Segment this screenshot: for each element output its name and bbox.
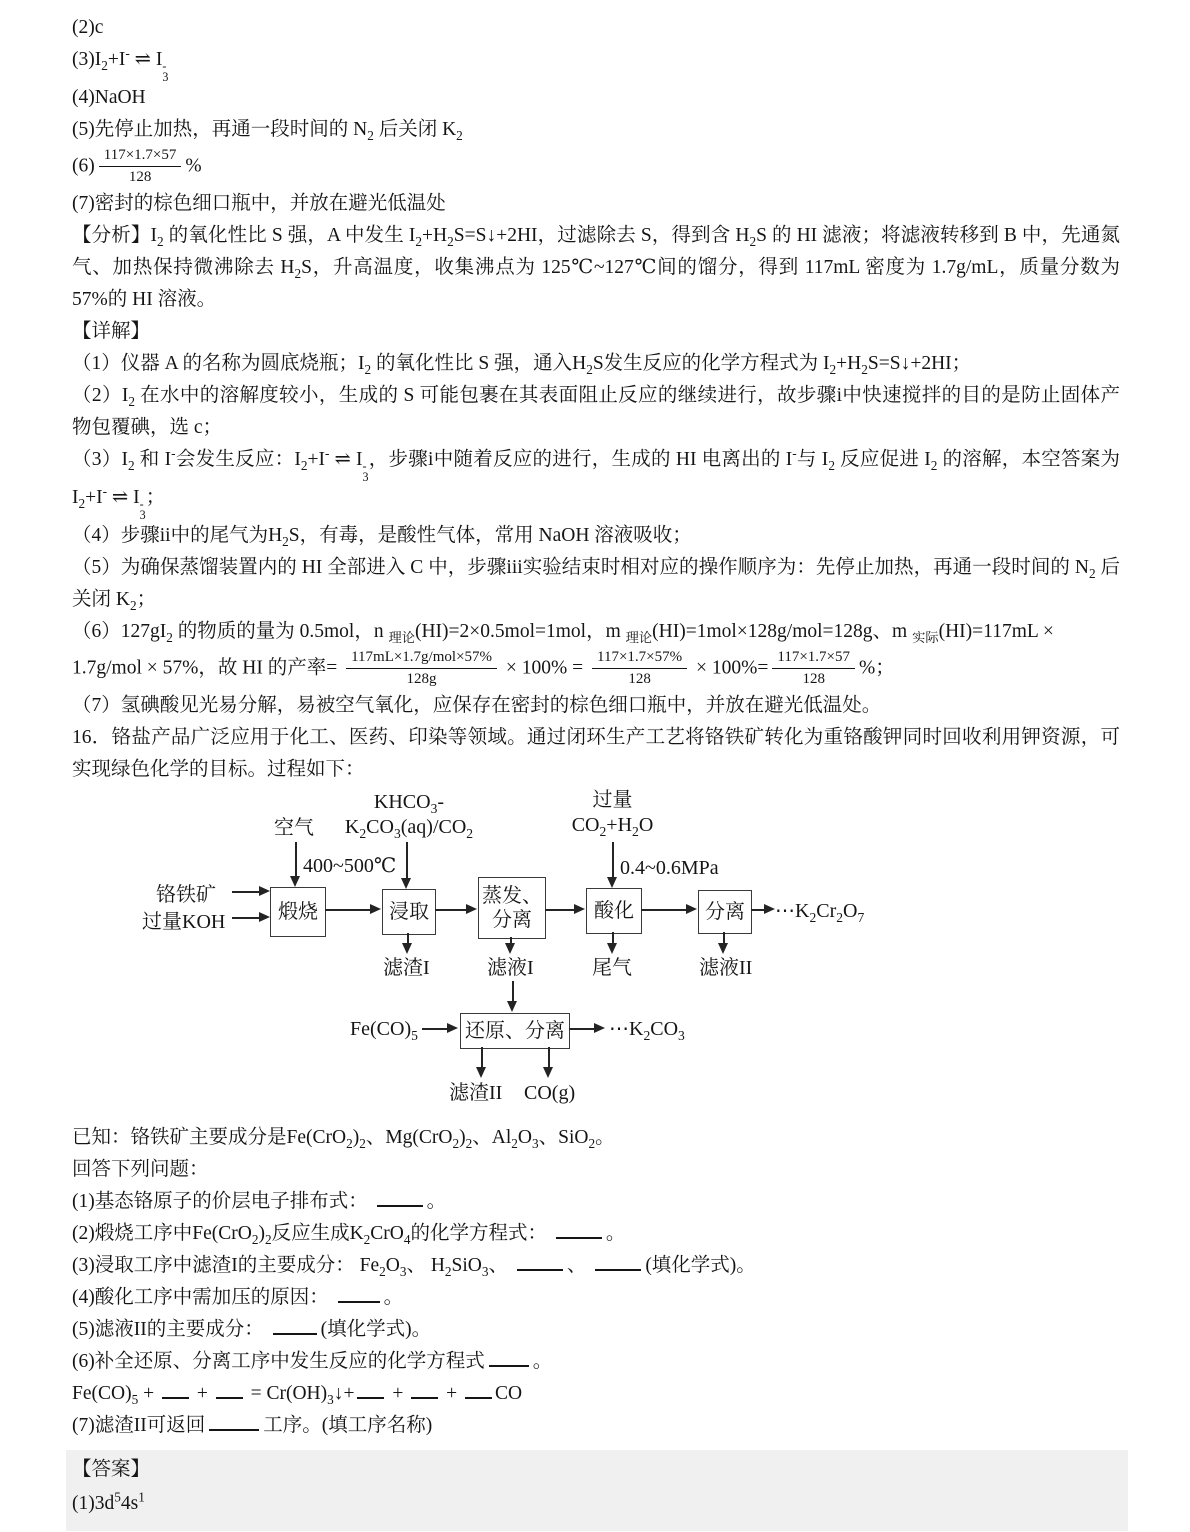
detail-item-4: （4）步骤ii中的尾气为$H_2S$，有毒，是酸性气体，常用 NaOH 溶液吸收； xyxy=(72,524,692,549)
label-residue-2: 滤渣II xyxy=(449,1081,503,1104)
box-evaporation-separation: 蒸发、 分离 xyxy=(478,877,546,939)
arrow-ore-to-calcination xyxy=(232,891,260,893)
arrow-leaching-to-residue1 xyxy=(407,933,409,944)
known-info: 已知：铬铁矿主要成分是$Fe(CrO_2)_2$、$Mg(CrO_2)_2$、$Al_2O_3$、SiO$_2$。 xyxy=(72,1126,615,1151)
sub-question-4: (4)酸化工序中需加压的原因： 。 xyxy=(72,1286,404,1308)
arrow-filtrate1-to-reduction xyxy=(512,981,514,1002)
detail-item-6-line2 xyxy=(72,648,1120,690)
label-feco5: $Fe(CO)_5$ xyxy=(350,1017,418,1043)
sub-question-6-equation: $Fe(CO)_5$ + + = $Cr(OH)_3↓+$ + + CO xyxy=(72,1382,523,1407)
detail-item-2: $(2)I_2$ 在水中的溶解度较小，生成的 S 可能包裹在其表面阻止反应的继续进行，故步骤i中快速搅拌的目的是防止固体产物包覆碘，选 c； xyxy=(72,384,1120,438)
fraction-numerator: 117×1.7×57 xyxy=(772,648,855,670)
detail-item-1: （1）仪器 A 的名称为圆底烧瓶；$I_2$ 的氧化性比 S 强，通入$H_2S$发生反应的化学方程式为 $I_2+H_2S=S↓+2HI$； xyxy=(72,352,972,377)
label-filtrate-2: 滤液II xyxy=(699,956,753,979)
box-calcination: 煅烧 xyxy=(270,887,326,937)
label-residue-1: 滤渣I xyxy=(383,956,430,979)
arrow-separation-to-filtrate2 xyxy=(723,932,725,944)
fraction xyxy=(592,648,687,690)
answer-line-2: (2)c xyxy=(72,17,104,38)
sub-question-5: (5)滤液II的主要成分： (填化学式)。 xyxy=(72,1318,432,1340)
label-chromite-ore: 铬铁矿 xyxy=(156,883,216,906)
label-khco3-k2co3 xyxy=(324,790,494,840)
analysis-text: $I_2$ 的氧化性比 S 强，A 中发生 $I_2+H_2S=S↓+2HI$，过滤除去 S，得到含 $H_2S$ 的 HI 滤液；将滤液转移到 B 中，先通氮气、加热保持微沸除去 $H_2S$，升高温度，收集沸点为 125℃~127℃间的馏分，得到 117mL 密度为 1.7g/mL，质量分数为 57%的 HI 溶液。 xyxy=(72,224,1120,310)
arrow-evaporation-to-filtrate1 xyxy=(510,937,512,944)
arrow-separation-to-k2cr2o7 xyxy=(751,909,765,911)
arrow-reduction-to-k2co3 xyxy=(569,1028,595,1030)
fraction-numerator: 117×1.7×57 xyxy=(99,146,182,168)
box-acidification: 酸化 xyxy=(586,888,642,934)
label-co-gas: CO(g) xyxy=(524,1081,576,1104)
yield-mid1: × 100% = xyxy=(501,657,589,679)
arrow-air-down xyxy=(295,842,297,877)
sub-question-3: (3)浸取工序中滤渣I的主要成分： $Fe_2O_3$、 $H_2SiO_3$、 、 (填化学式)。 xyxy=(72,1254,756,1279)
arrow-evaporation-to-acidification xyxy=(545,909,575,911)
label-tail-gas: 尾气 xyxy=(592,956,632,979)
yield-post: %； xyxy=(859,657,895,679)
label-excess-koh: 过量KOH xyxy=(142,910,226,933)
label-pressure: 0.4~0.6MPa xyxy=(620,856,719,879)
arrow-calcination-to-leaching xyxy=(325,909,371,911)
yield-pre: 1.7g/mol × 57%，故 HI 的产率= xyxy=(72,657,343,679)
yield-mid2: × 100%= xyxy=(691,657,769,679)
answer-item-1: $(1)3d^54s^1$ xyxy=(72,1489,145,1514)
fraction-denominator: 128g xyxy=(406,671,437,688)
process-flow-diagram xyxy=(72,788,1120,1120)
fraction-numerator: 117mL×1.7g/mol×57% xyxy=(346,648,497,670)
sub-question-1: (1)基态铬原子的价层电子排布式： 。 xyxy=(72,1190,447,1212)
arrow-koh-to-calcination xyxy=(232,917,260,919)
question-prompt: 回答下列问题： xyxy=(72,1158,209,1180)
answer-section-label: 【答案】 xyxy=(72,1458,151,1480)
arrow-leaching-to-evaporation xyxy=(435,909,467,911)
label-khco3-line2: $K_2CO_3(aq)/CO_2$ xyxy=(344,815,474,841)
fraction-denominator: 128 xyxy=(802,671,825,688)
label-filtrate-1: 滤液I xyxy=(487,956,534,979)
fraction-denominator: 128 xyxy=(628,671,651,688)
detail-item-7: （7）氢碘酸见光易分解，易被空气氧化，应保存在密封的棕色细口瓶中，并放在避光低温处。 xyxy=(72,694,882,716)
label-air: 空气 xyxy=(274,816,314,839)
answer-line-5: (5)先停止加热，再通一段时间的 $N_2$ 后关闭 $K_2$ xyxy=(72,118,463,143)
detail-item-6-line1: $(6)127gI_2$ 的物质的量为 0.5mol，n $_{理论}$(HI)=2×0.5mol=1mol，m $_{理论}$(HI)=1mol×128g/mol=128g、m $_{实际}$(HI)=117mL × xyxy=(72,620,1054,645)
analysis-label: 【分析】 xyxy=(72,224,151,246)
arrow-khco3-down xyxy=(406,842,408,879)
arrow-acidification-to-separation xyxy=(641,909,687,911)
detail-label: 【详解】 xyxy=(72,320,151,342)
label-excess: 过量 xyxy=(592,788,633,811)
answer-6-prefix: (6) xyxy=(72,155,95,177)
detail-item-5: （5）为确保蒸馏装置内的 HI 全部进入 C 中，步骤iii实验结束时相对应的操作顺序为：先停止加热，再通一段时间的 $N_2$ 后关闭 $K_2$； xyxy=(72,556,1120,613)
label-co2-h2o: $CO_2+H_2O$ xyxy=(571,813,654,839)
label-khco3-line1: $KHCO_3-$ xyxy=(373,790,445,816)
fraction-denominator: 128 xyxy=(128,169,152,186)
arrow-acidification-to-tailgas xyxy=(612,932,614,944)
box-leaching: 浸取 xyxy=(382,889,436,935)
arrow-feco5-to-reduction xyxy=(422,1028,448,1030)
answer-line-4: (4)NaOH xyxy=(72,86,146,108)
question-16-stem: 16．铬盐产品广泛应用于化工、医药、印染等领域。通过闭环生产工艺将铬铁矿转化为重铬酸钾同时回收利用钾资源，可实现绿色化学的目标。过程如下： xyxy=(72,726,1120,780)
label-k2co3: $\cdots K_2CO_3$ xyxy=(609,1017,685,1043)
fraction-numerator: 117×1.7×57% xyxy=(592,648,687,670)
answer-6-suffix: % xyxy=(185,155,202,177)
label-excess-co2-h2o xyxy=(540,788,685,838)
sub-question-6: (6)补全还原、分离工序中发生反应的化学方程式 。 xyxy=(72,1350,553,1372)
label-temperature: 400~500℃ xyxy=(303,854,397,877)
arrow-reduction-to-co xyxy=(548,1047,550,1068)
analysis-paragraph xyxy=(72,220,1120,316)
answer-line-7: (7)密封的棕色细口瓶中，并放在避光低温处 xyxy=(72,192,446,214)
arrow-reduction-to-residue2 xyxy=(481,1047,483,1068)
fraction xyxy=(346,648,497,690)
answer-line-6 xyxy=(72,146,1120,188)
box-separation: 分离 xyxy=(698,890,752,934)
label-k2cr2o7: $\cdots K_2Cr_2O_7$ xyxy=(775,899,865,925)
answer-section xyxy=(66,1450,1128,1531)
sub-question-2: (2)煅烧工序中$Fe(CrO_2)_2$反应生成$K_2CrO_4$的化学方程式： 。 xyxy=(72,1222,626,1247)
box-reduction-separation: 还原、分离 xyxy=(460,1013,570,1049)
arrow-co2-down xyxy=(612,842,614,878)
sub-question-7: (7)滤渣II可返回 工序。(填工序名称) xyxy=(72,1414,433,1436)
fraction xyxy=(772,648,855,690)
answer-line-3: $(3)I_2+I^-$ ⇌ I - 3 xyxy=(72,45,169,84)
fraction xyxy=(99,146,182,188)
detail-item-3: $(3)I_2$ 和 I-会发生反应：$I_2+I^-$ ⇌ I - 3 ，步骤i中随着反应的进行，生成的 HI 电离出的 I-与 $I_2$ 反应促进 $I_2$ 的溶解，本空答案为$I_2+I^-$ ⇌ I - 3 ； xyxy=(72,445,1120,522)
